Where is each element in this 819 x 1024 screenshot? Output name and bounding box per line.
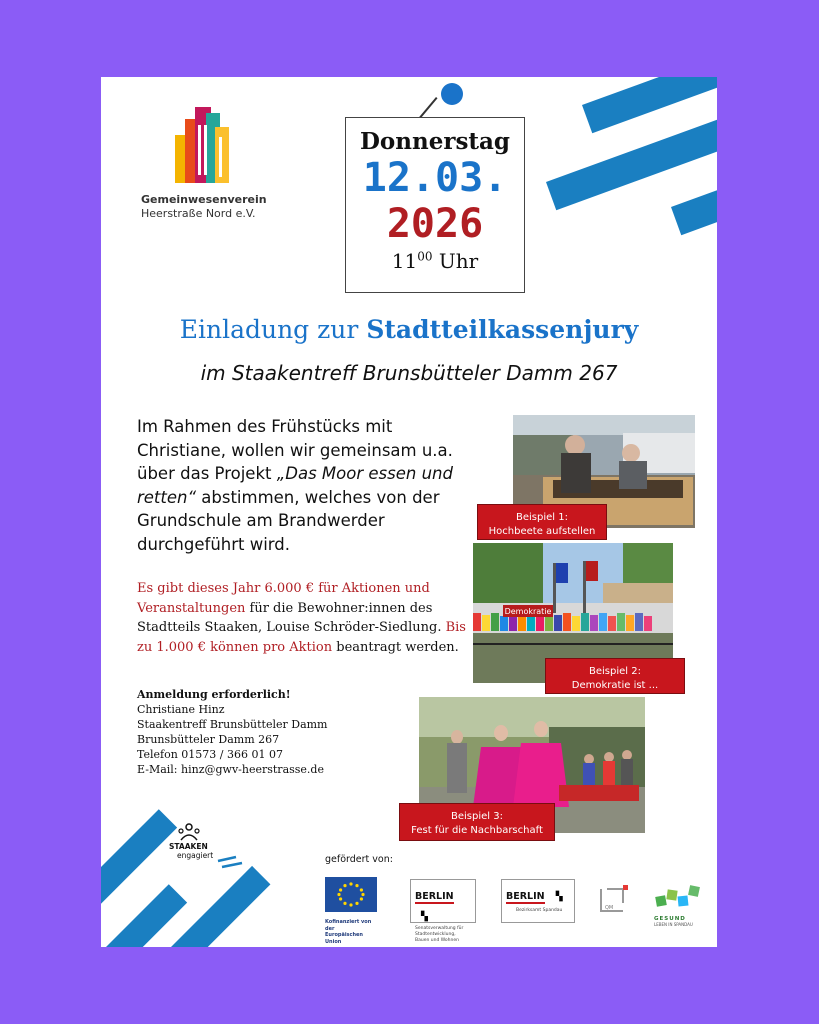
intro-part2: abstimmen, welches von der Grundschule am Brandwerder durchgeführt wird.	[137, 487, 440, 554]
event-time-minutes: 00	[417, 249, 433, 264]
berlin2-word: BERLIN	[506, 891, 545, 902]
info-black2: beantragt werden.	[332, 639, 459, 655]
event-date: 12.03.	[362, 155, 508, 201]
contact-heading: Anmeldung erforderlich!	[137, 688, 291, 701]
funding-info	[137, 579, 477, 657]
photo-democracy-banner: Demokratie	[504, 607, 552, 616]
qm-logo	[597, 885, 629, 921]
headline	[101, 315, 717, 344]
berlin-bear-icon: ▚	[421, 912, 428, 922]
contact-street: Brunsbütteler Damm 267	[137, 733, 280, 746]
gwv-logo-icon	[173, 97, 235, 187]
contact-phone: Telefon 01573 / 366 01 07	[137, 748, 283, 761]
headline-emphasis: Stadtteilkassenjury	[366, 315, 639, 344]
berlin-bear-icon: ▚	[555, 892, 563, 902]
eu-flag-icon	[325, 877, 377, 912]
example1-text: Hochbeete aufstellen	[488, 526, 596, 537]
organization-name-line2: Heerstraße Nord e.V.	[141, 207, 256, 220]
example3-label: Beispiel 3:	[451, 811, 503, 822]
decorative-stripe	[582, 77, 717, 133]
eu-logo	[325, 877, 380, 945]
contact-name: Christiane Hinz	[137, 703, 225, 716]
staaken-line2: engagiert	[177, 851, 214, 860]
decorative-stripe	[671, 186, 717, 235]
example2-caption	[545, 658, 685, 694]
qm-text: QM	[605, 905, 614, 911]
staaken-people-icon	[176, 822, 202, 842]
event-time-hour: 11	[391, 249, 418, 273]
berlin2-sub: Bezirksamt Spandau	[516, 908, 563, 913]
organization-name	[141, 193, 267, 221]
example2-text: Demokratie ist ...	[571, 680, 659, 691]
date-card	[345, 117, 525, 293]
berlin-senate-logo	[410, 879, 476, 943]
staaken-dash-icon	[216, 855, 244, 869]
event-time-unit: Uhr	[438, 249, 479, 273]
gesund-blocks-icon	[654, 882, 704, 912]
gesund-logo	[654, 882, 704, 927]
gesund-word: GESUND	[654, 916, 686, 922]
example1-caption	[477, 504, 607, 540]
contact-place: Staakentreff Brunsbütteler Damm	[137, 718, 328, 731]
example3-caption	[399, 803, 555, 841]
intro-part1: Im Rahmen des Frühstücks mit Christiane, wollen wir gemeinsam u.a. über das Projekt	[137, 417, 453, 483]
gesund-sub: LEBEN IN SPANDAU	[654, 922, 693, 927]
headline-prefix: Einladung zur	[179, 315, 367, 344]
staaken-line1: STAAKEN	[169, 842, 208, 851]
berlin1-sub: Senatsverwaltung für Stadtentwicklung, Bauen und Wohnen	[415, 926, 464, 943]
headline-location: im Staakentreff Brunsbütteler Damm 267	[200, 361, 618, 385]
intro-text	[137, 415, 477, 556]
eu-text1: Kofinanziert von der	[325, 919, 372, 932]
decorative-stripe	[546, 119, 717, 210]
berlin1-word: BERLIN	[415, 891, 454, 902]
contact-email[interactable]: E-Mail: hinz@gwv-heerstrasse.de	[137, 763, 324, 776]
eu-text2: Europäischen Union	[325, 932, 363, 945]
example1-label: Beispiel 1:	[516, 512, 568, 523]
berlin-spandau-logo	[501, 879, 575, 923]
example3-text: Fest für die Nachbarschaft	[411, 825, 543, 836]
info-red2: Bis zu 1.000 € können pro Aktion	[137, 620, 466, 655]
info-red1: Es gibt dieses Jahr 6.000 € für Aktionen und Veranstaltungen	[137, 581, 430, 616]
funding-label: gefördert von:	[325, 854, 393, 865]
pin-icon	[441, 83, 463, 105]
staaken-logo-text	[169, 842, 213, 860]
organization-name-line1: Gemeinwesenverein	[141, 193, 267, 206]
intro-project: „Das Moor essen und retten“	[137, 464, 453, 507]
event-year: 2026	[386, 201, 484, 247]
decorative-stripe	[101, 884, 187, 947]
event-weekday: Donnerstag	[359, 128, 511, 155]
info-black1: für die Bewohner:innen des Stadtteils Staaken, Louise Schröder-Siedlung.	[137, 600, 446, 635]
poster	[101, 77, 717, 947]
contact-block	[137, 687, 437, 777]
example2-label: Beispiel 2:	[589, 666, 641, 677]
event-time	[346, 249, 524, 273]
